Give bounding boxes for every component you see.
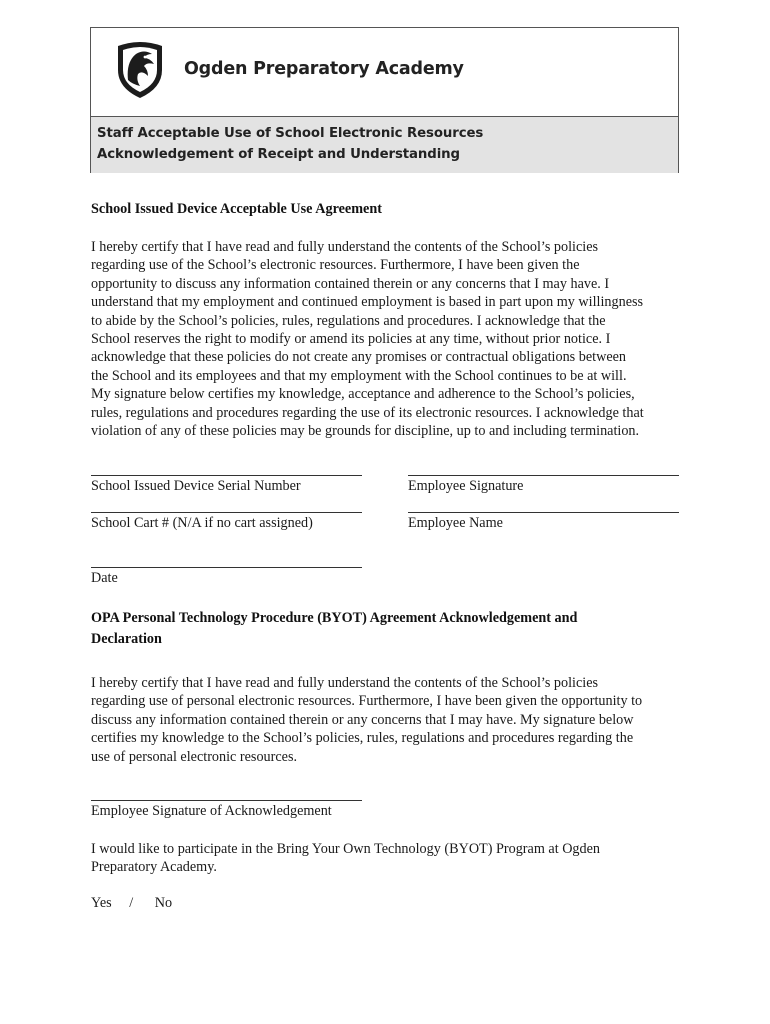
paragraph-line: Preparatory Academy. xyxy=(91,859,217,876)
paragraph-line: certifies my knowledge to the School’s policies, rules, regulations and procedures regarding the xyxy=(91,730,634,747)
paragraph-line: understand that my employment and continued employment is based in part upon my willingness xyxy=(91,294,644,311)
paragraph-line: use of personal electronic resources. xyxy=(91,748,298,765)
form-title-line-2: Acknowledgement of Receipt and Understanding xyxy=(97,147,460,162)
serial-number-line[interactable] xyxy=(91,475,362,476)
paragraph-line: opportunity to discuss any information contained therein or any concerns that I may have. I xyxy=(91,275,610,292)
date-label: Date xyxy=(91,570,118,586)
no-option[interactable]: No xyxy=(154,895,173,911)
paragraph-line: discuss any information contained therein or any concerns that I may have. My signature below xyxy=(91,711,634,728)
cart-number-label: School Cart # (N/A if no cart assigned) xyxy=(91,515,313,531)
school-crest-icon xyxy=(114,40,166,100)
paragraph-line: I would like to participate in the Bring Your Own Technology (BYOT) Program at Ogden xyxy=(91,841,601,857)
header-box xyxy=(90,27,679,173)
paragraph-line: rules, regulations and procedures regarding the use of its electronic resources. I acknowledge that xyxy=(91,404,644,421)
form-title-line-1: Staff Acceptable Use of School Electronic Resources xyxy=(97,126,484,141)
acknowledgement-signature-line[interactable] xyxy=(91,800,362,801)
employee-signature-label: Employee Signature xyxy=(408,478,524,494)
participation-statement xyxy=(91,840,691,877)
employee-name-label: Employee Name xyxy=(408,515,503,531)
school-name: Ogden Preparatory Academy xyxy=(184,59,464,79)
paragraph-line: regarding use of personal electronic resources. Furthermore, I have been given the opportunity to xyxy=(91,693,643,710)
employee-signature-line[interactable] xyxy=(408,475,679,476)
section2-paragraph xyxy=(91,674,691,766)
yes-option[interactable]: Yes xyxy=(91,895,112,911)
paragraph-line: I hereby certify that I have read and fully understand the contents of the School’s policies xyxy=(91,239,599,255)
yes-no-separator: / xyxy=(129,895,134,911)
yes-no-choice xyxy=(91,895,172,912)
cart-number-line[interactable] xyxy=(91,512,362,513)
section2-heading-line-2: Declaration xyxy=(91,631,162,647)
paragraph-line: School reserves the right to modify or amend its policies at any time, without prior notice. I xyxy=(91,331,611,348)
section1-heading: School Issued Device Acceptable Use Agreement xyxy=(91,201,382,217)
section2-heading-line-1: OPA Personal Technology Procedure (BYOT) Agreement Acknowledgement and xyxy=(91,610,578,626)
serial-number-label: School Issued Device Serial Number xyxy=(91,478,301,494)
paragraph-line: I hereby certify that I have read and fully understand the contents of the School’s policies xyxy=(91,675,599,691)
acknowledgement-signature-label: Employee Signature of Acknowledgement xyxy=(91,803,332,819)
paragraph-line: acknowledge that these policies do not create any promises or contractual obligations between xyxy=(91,349,627,366)
employee-name-line[interactable] xyxy=(408,512,679,513)
form-title-band xyxy=(91,116,678,173)
paragraph-line: My signature below certifies my knowledge, acceptance and adherence to the School’s policies, xyxy=(91,386,635,403)
paragraph-line: regarding use of the School’s electronic resources. Furthermore, I have been given the xyxy=(91,257,580,274)
paragraph-line: to abide by the School’s policies, rules, regulations and procedures. I acknowledge that the xyxy=(91,312,606,329)
paragraph-line: violation of any of these policies may be grounds for discipline, up to and including termination. xyxy=(91,423,640,440)
date-line[interactable] xyxy=(91,567,362,568)
section1-paragraph xyxy=(91,238,691,440)
paragraph-line: the School and its employees and that my employment with the School continues to be at will. xyxy=(91,367,627,384)
